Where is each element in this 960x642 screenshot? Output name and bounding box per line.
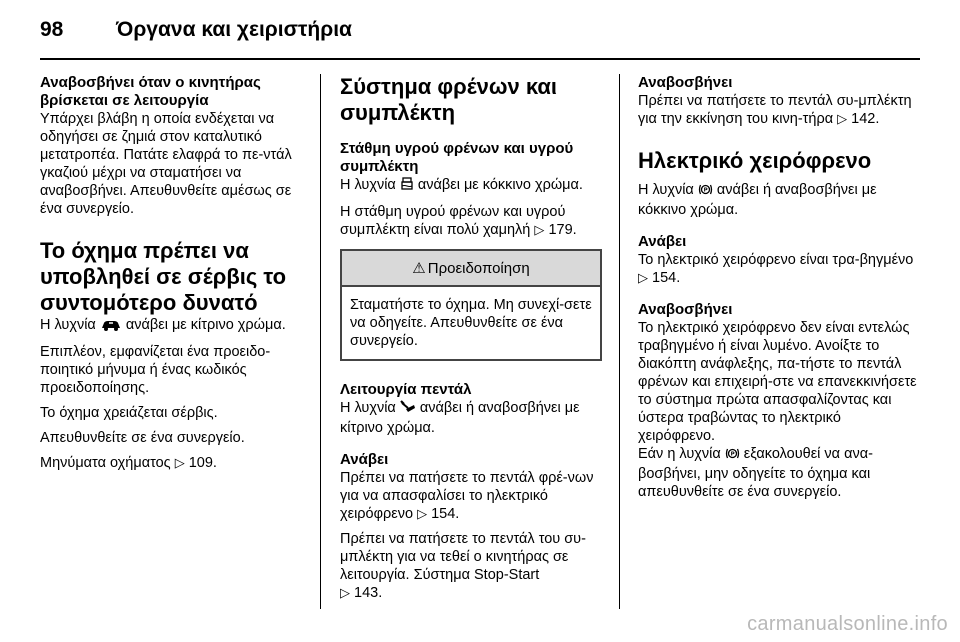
electric-parking-brake-icon <box>698 183 713 201</box>
subheading-flashing: Αναβοσβήνει <box>638 74 733 91</box>
paragraph: Επιπλέον, εμφανίζεται ένα προειδο-ποιητικό μήνυμα ή ένας κωδικός προειδοποίησης. <box>40 344 271 396</box>
subheading-flashing: Αναβοσβήνει <box>638 301 733 318</box>
page-reference-arrow-icon: ▷ <box>174 455 185 470</box>
column-right <box>638 74 920 501</box>
page-reference-link[interactable]: 154. <box>431 506 460 522</box>
pedal-operation-icon <box>400 400 416 419</box>
paragraph: Πρέπει να πατήσετε το πεντάλ του συ-μπλέκτη για να τεθεί ο κινητήρας σε λειτουργία. Σύστημα Stop-Start ▷ 143. <box>340 531 586 601</box>
page-reference-link[interactable]: 154. <box>652 270 681 286</box>
paragraph: Η λυχνία P ανάβει ή αναβοσβήνει με κόκκινο χρώμα. <box>638 182 877 218</box>
column-divider-1 <box>320 74 321 609</box>
section-title-parking-brake: Ηλεκτρικό χειρόφρενο <box>638 148 872 173</box>
section-heading-engine-flashing: Αναβοσβήνει όταν ο κινητήρας βρίσκεται σε λειτουργία <box>40 74 261 109</box>
brake-fluid-level-icon <box>400 177 414 196</box>
paragraph: Πρέπει να πατήσετε το πεντάλ συ-μπλέκτη για την εκκίνηση του κινη-τήρα ▷ 142. <box>638 93 912 127</box>
warning-box <box>340 249 602 361</box>
page-reference-link[interactable]: 143. <box>354 585 383 601</box>
paragraph: Πρέπει να πατήσετε το πεντάλ φρέ-νων για να απασφαλίσει το ηλεκτρικό χειρόφρενο ▷ 154. <box>340 470 594 522</box>
warning-triangle-icon: ⚠ <box>412 260 426 277</box>
warning-text: Σταματήστε το όχημα. Μη συνεχί-σετε να οδηγείτε. Απευθυνθείτε σε ένα συνεργείο. <box>350 297 592 349</box>
page-reference-arrow-icon: ▷ <box>534 222 545 237</box>
warning-title: Προειδοποίηση <box>427 259 530 277</box>
service-car-wrench-icon <box>100 318 122 336</box>
subheading-lights: Ανάβει <box>638 233 687 250</box>
paragraph: Η λυχνία ανάβει με κίτρινο χρώμα. <box>40 316 308 336</box>
column-left <box>40 74 308 472</box>
section-heading-fluid-level: Στάθμη υγρού φρένων και υγρού συμπλέκτη <box>340 140 574 175</box>
page-reference-arrow-icon: ▷ <box>638 270 648 285</box>
paragraph: Η λυχνία ανάβει ή αναβοσβήνει με κίτρινο χρώμα. <box>340 400 580 436</box>
header-divider <box>40 58 920 60</box>
paragraph: Εάν η λυχνία P εξακολουθεί να ανα-βοσβήνει, μην οδηγείτε το όχημα και απευθυνθείτε σε ένα συνεργείο. <box>638 446 873 500</box>
page-reference-link[interactable]: 109. <box>188 455 217 471</box>
svg-text:P: P <box>730 451 735 458</box>
paragraph: Το όχημα χρειάζεται σέρβις. <box>40 405 218 421</box>
section-title-service: Το όχημα πρέπει να υποβληθεί σε σέρβις το συντομότερο δυνατό <box>40 238 287 315</box>
column-divider-2 <box>619 74 620 609</box>
paragraph: Το ηλεκτρικό χειρόφρενο είναι τρα-βηγμένο ▷ 154. <box>638 252 914 286</box>
subheading-lights: Ανάβει <box>340 451 389 468</box>
paragraph: Η στάθμη υγρού φρένων και υγρού συμπλέκτη είναι πολύ χαμηλή ▷ 179. <box>340 204 577 238</box>
paragraph: Το ηλεκτρικό χειρόφρενο δεν είναι εντελώς τραβηγμένο ή είναι λυμένο. Ανοίξτε το διακόπτη ανάφλεξης, πα-τήστε το πεντάλ φρένων και επιχειρή-στε να επανεκκινήσετε το σύστημα πρώτα απασφαλίζοντας και ύστερα τραβώντας το ηλεκτρικό χειρόφρενο. <box>638 320 917 444</box>
electric-parking-brake-icon <box>725 447 740 465</box>
column-middle <box>340 74 602 602</box>
page-number: 98 <box>40 18 64 41</box>
page-title: Όργανα και χειριστήρια <box>116 18 352 41</box>
page-reference-link[interactable]: 142. <box>851 111 880 127</box>
paragraph: Μηνύματα οχήματος ▷ 109. <box>40 455 217 471</box>
paragraph: Απευθυνθείτε σε ένα συνεργείο. <box>40 430 245 446</box>
page-reference-link[interactable]: 179. <box>548 222 577 238</box>
page-reference-arrow-icon: ▷ <box>417 506 428 521</box>
section-title-brake-clutch: Σύστημα φρένων και συμπλέκτη <box>340 74 558 125</box>
page-reference-arrow-icon: ▷ <box>837 111 848 126</box>
svg-text:P: P <box>703 187 708 194</box>
paragraph: Η λυχνία ανάβει με κόκκινο χρώμα. <box>340 176 602 196</box>
paragraph: Υπάρχει βλάβη η οποία ενδέχεται να οδηγήσει σε ζημιά στον καταλυτικό μετατροπέα. Πατάτε ελαφρά το πε-ντάλ γκαζιού μέχρι να σταματήσει να αναβοσβήνει. Απευθυνθείτε αμέσως σε ένα συνεργείο. <box>40 111 292 217</box>
warning-header <box>342 251 600 287</box>
page-header <box>40 18 920 62</box>
page-reference-arrow-icon: ▷ <box>340 585 350 600</box>
section-heading-pedal: Λειτουργία πεντάλ <box>340 381 472 398</box>
watermark: carmanualsonline.info <box>747 613 948 635</box>
